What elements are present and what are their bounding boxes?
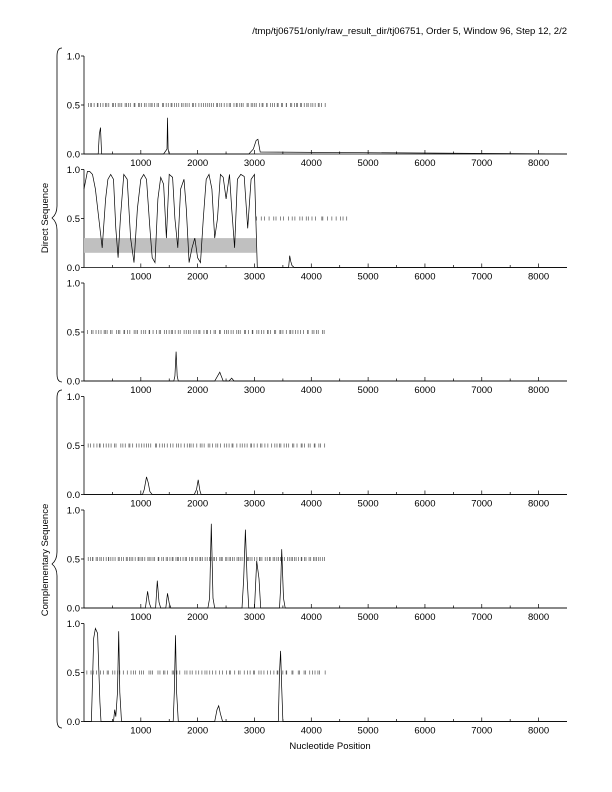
x-tick-label: 1000 <box>130 271 152 283</box>
y-tick-label: 0.0 <box>66 149 80 161</box>
x-tick-label: 4000 <box>300 271 322 283</box>
x-tick-label: 3000 <box>243 385 266 396</box>
x-tick-label: 5000 <box>357 498 379 510</box>
panel-complementary-3 <box>67 619 567 737</box>
x-tick-label: 8000 <box>528 271 550 283</box>
x-tick-label: 2000 <box>187 158 209 169</box>
highlight-band <box>84 238 256 253</box>
x-tick-label: 6000 <box>414 498 436 510</box>
x-tick-label: 5000 <box>357 725 379 737</box>
panel-direct-3 <box>67 279 567 397</box>
x-tick-label: 7000 <box>471 612 493 623</box>
x-tick-label: 5000 <box>357 271 379 283</box>
y-tick-label: 0.0 <box>66 263 80 274</box>
x-tick-label: 1000 <box>130 725 152 737</box>
x-tick-label: 6000 <box>414 725 436 737</box>
x-tick-label: 4000 <box>300 498 322 510</box>
complementary-sequence-label: Complementary Sequence <box>40 503 51 617</box>
x-tick-label: 8000 <box>528 612 550 623</box>
series-line <box>84 628 567 721</box>
y-tick-label: 0.0 <box>66 603 80 615</box>
figure-title: /tmp/tj06751/only/raw_result_dir/tj06751, Order 5, Window 96, Step 12, 2/2 <box>252 26 567 37</box>
x-tick-label: 8000 <box>528 498 550 510</box>
series-line <box>84 524 567 608</box>
x-tick-label: 6000 <box>414 271 436 283</box>
panel-direct-1 <box>67 52 567 170</box>
x-axis-title: Nucleotide Position <box>289 741 371 752</box>
y-tick-label: 0.5 <box>66 441 80 452</box>
direct-sequence-label: Direct Sequence <box>40 182 51 254</box>
series-line <box>84 477 567 495</box>
y-tick-label: 1.0 <box>66 619 80 630</box>
direct-brace <box>52 48 62 382</box>
y-tick-label: 0.5 <box>66 327 80 339</box>
x-tick-label: 8000 <box>528 158 550 169</box>
y-tick-label: 0.5 <box>66 554 80 566</box>
x-tick-label: 1000 <box>130 612 152 623</box>
x-tick-label: 8000 <box>528 725 550 737</box>
x-tick-label: 2000 <box>187 271 209 283</box>
x-tick-label: 1000 <box>130 158 152 169</box>
x-tick-label: 3000 <box>243 725 266 737</box>
y-tick-label: 0.0 <box>66 376 80 388</box>
x-tick-label: 2000 <box>187 612 209 623</box>
y-tick-label: 1.0 <box>66 392 80 403</box>
y-tick-label: 1.0 <box>66 165 80 176</box>
x-tick-label: 3000 <box>243 158 266 169</box>
x-tick-label: 3000 <box>243 612 266 623</box>
x-tick-label: 8000 <box>528 385 550 396</box>
panels <box>67 52 567 737</box>
complementary-brace <box>52 390 62 728</box>
x-tick-label: 1000 <box>130 385 152 396</box>
x-tick-label: 6000 <box>414 385 436 396</box>
y-tick-label: 0.0 <box>66 717 80 728</box>
x-tick-label: 5000 <box>357 385 379 396</box>
y-tick-label: 0.5 <box>66 668 80 679</box>
panel-complementary-1 <box>67 392 567 510</box>
x-tick-label: 5000 <box>357 612 379 623</box>
y-tick-label: 1.0 <box>66 278 80 290</box>
x-tick-label: 7000 <box>471 498 493 510</box>
x-tick-label: 4000 <box>300 385 322 396</box>
x-tick-label: 3000 <box>243 498 266 510</box>
y-tick-label: 1.0 <box>66 505 80 517</box>
x-tick-label: 4000 <box>300 158 322 169</box>
x-tick-label: 1000 <box>130 498 152 510</box>
y-tick-label: 0.5 <box>66 100 80 112</box>
x-tick-label: 3000 <box>243 271 266 283</box>
x-tick-label: 6000 <box>414 158 436 169</box>
x-tick-label: 6000 <box>414 612 436 623</box>
series-line <box>84 118 567 154</box>
x-tick-label: 7000 <box>471 725 493 737</box>
x-tick-label: 7000 <box>471 158 493 169</box>
panel-complementary-2 <box>67 506 567 624</box>
panel-direct-2 <box>67 165 567 283</box>
series-line <box>84 352 567 381</box>
series-line <box>84 172 567 268</box>
x-tick-label: 7000 <box>471 271 493 283</box>
x-tick-label: 5000 <box>357 158 379 169</box>
x-tick-label: 7000 <box>471 385 493 396</box>
y-tick-label: 0.0 <box>66 490 80 501</box>
x-tick-label: 2000 <box>187 498 209 510</box>
x-tick-label: 4000 <box>300 725 322 737</box>
x-tick-label: 2000 <box>187 725 209 737</box>
y-tick-label: 1.0 <box>66 51 80 63</box>
x-tick-label: 2000 <box>187 385 209 396</box>
y-tick-label: 0.5 <box>66 214 80 225</box>
x-tick-label: 4000 <box>300 612 322 623</box>
